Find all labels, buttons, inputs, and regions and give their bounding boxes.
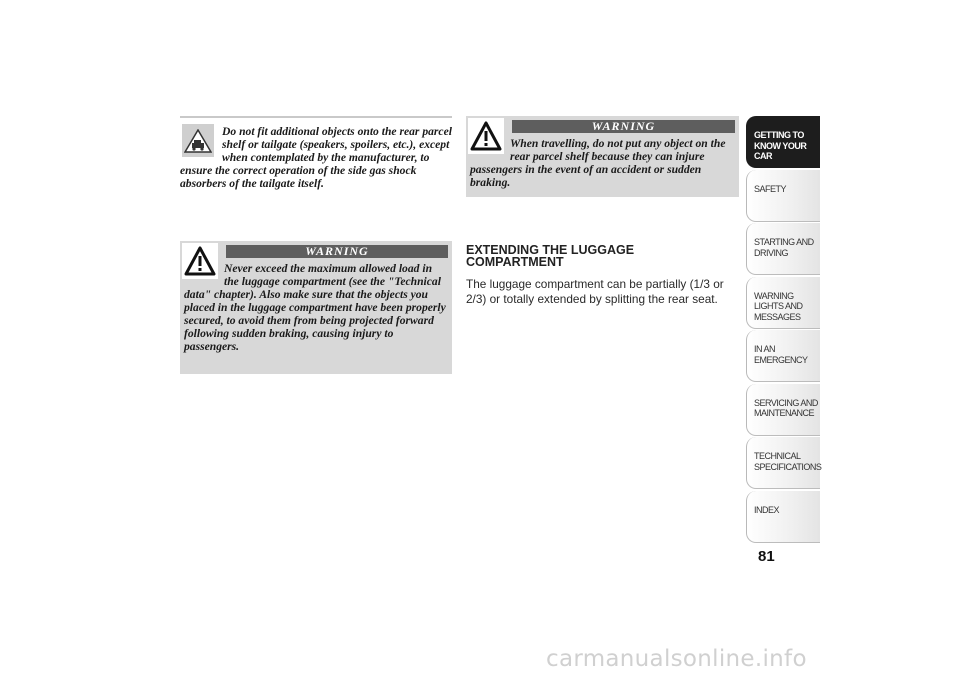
tab-getting-to-know-your-car[interactable]: GETTING TO KNOW YOUR CAR bbox=[746, 116, 820, 168]
page-number: 81 bbox=[758, 548, 775, 565]
warning-box-luggage-load bbox=[180, 241, 452, 374]
tab-servicing-and-maintenance[interactable]: SERVICING AND MAINTENANCE bbox=[746, 384, 820, 436]
tab-index[interactable]: INDEX bbox=[746, 491, 820, 543]
warning-box-parcel-shelf bbox=[466, 116, 739, 197]
chapter-tabs bbox=[746, 116, 820, 544]
tab-in-an-emergency[interactable]: IN AN EMERGENCY bbox=[746, 330, 820, 382]
note-text: Do not fit additional objects onto the rear parcel shelf or tailgate (speakers, spoilers, etc.), except when contemplated by the manufacturer, to ensure the correct operation of the side gas shock absorbers of the tailgate itself. bbox=[180, 125, 452, 190]
tab-technical-specifications[interactable]: TECHNICAL SPECIFICATIONS bbox=[746, 437, 820, 489]
tab-warning-lights-and-messages[interactable]: WARNING LIGHTS AND MESSAGES bbox=[746, 277, 820, 329]
warning-text: Never exceed the maximum allowed load in the luggage compartment (see the "Technical data" chapter). Also make sure that the objects you placed in the luggage compartment have been properly secured, to avoid them from being projected forward following sudden braking, causing injury to passengers. bbox=[184, 262, 446, 353]
section-title: EXTENDING THE LUGGAGE COMPARTMENT bbox=[466, 243, 635, 269]
note-block bbox=[180, 116, 452, 190]
warning-triangle-icon bbox=[468, 118, 504, 154]
warning-text: When travelling, do not put any object on the rear parcel shelf because they can injure passengers in the event of an accident or sudden braking. bbox=[470, 137, 726, 189]
section-body: The luggage compartment can be partially (1/3 or 2/3) or totally extended by splitting the rear seat. bbox=[466, 277, 724, 306]
warning-triangle-icon bbox=[182, 243, 218, 279]
warning-heading: WARNING bbox=[226, 245, 448, 258]
warning-heading: WARNING bbox=[512, 120, 735, 133]
tab-starting-and-driving[interactable]: STARTING AND DRIVING bbox=[746, 223, 820, 275]
car-warning-icon bbox=[182, 124, 214, 157]
tab-safety[interactable]: SAFETY bbox=[746, 170, 820, 222]
watermark: carmanualsonline.info bbox=[546, 646, 807, 672]
